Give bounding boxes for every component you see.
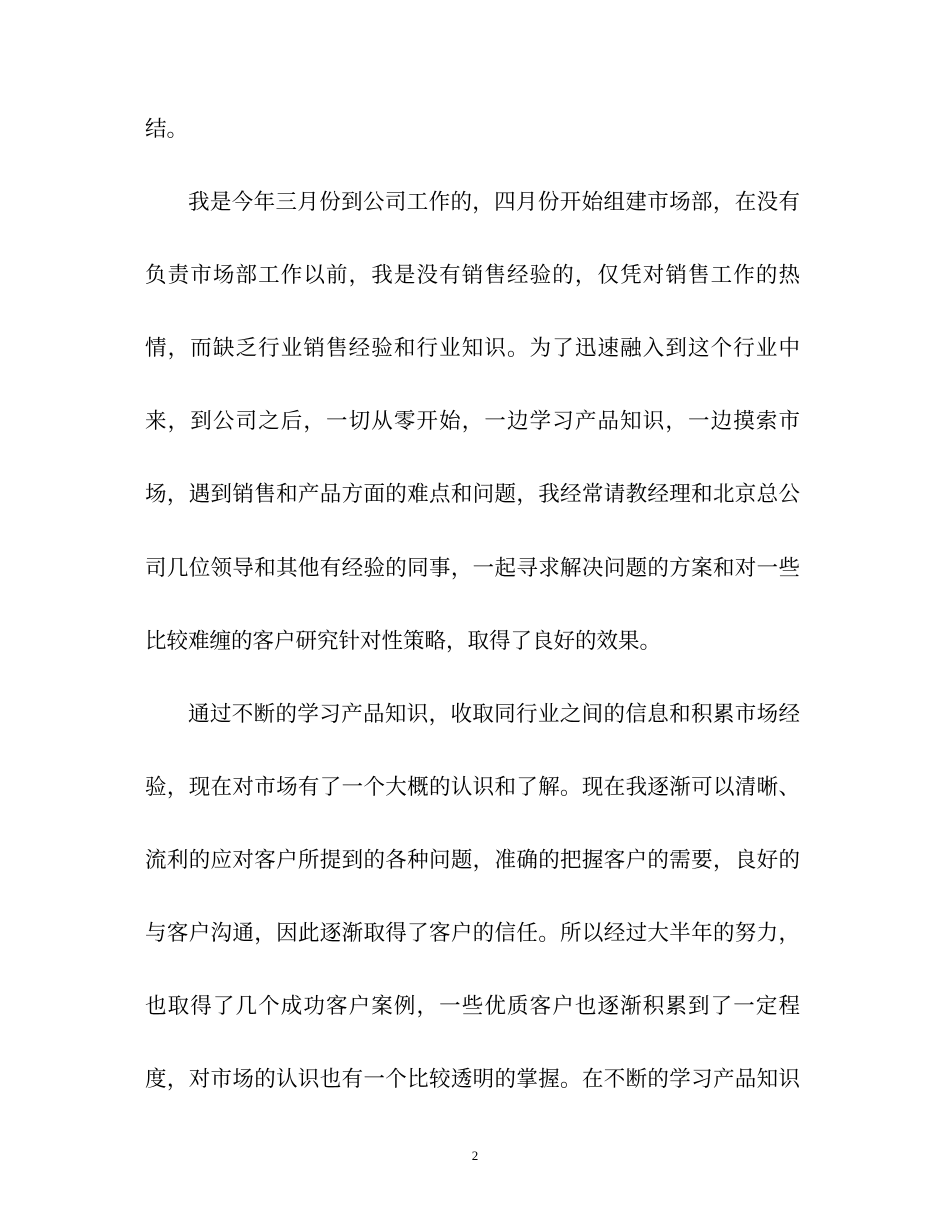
text-line: 结。 bbox=[145, 117, 189, 142]
paragraph-first-line: 通过不断的学习产品知识，收取同行业之间的信息和积累市场经 bbox=[188, 701, 800, 727]
text-line: 比较难缠的客户研究针对性策略，取得了良好的效果。 bbox=[145, 628, 662, 654]
text-line: 场，遇到销售和产品方面的难点和问题，我经常请教经理和北京总公 bbox=[145, 482, 800, 508]
text-line: 流利的应对客户所提到的各种问题，准确的把握客户的需要，良好的 bbox=[145, 847, 800, 873]
text-line: 情，而缺乏行业销售经验和行业知识。为了迅速融入到这个行业中 bbox=[145, 336, 800, 362]
text-line: 也取得了几个成功客户案例，一些优质客户也逐渐积累到了一定程 bbox=[145, 994, 800, 1020]
text-line: 与客户沟通，因此逐渐取得了客户的信任。所以经过大半年的努力， bbox=[145, 921, 800, 947]
paragraph-first-line: 我是今年三月份到公司工作的，四月份开始组建市场部，在没有 bbox=[188, 190, 800, 216]
text-line: 验，现在对市场有了一个大概的认识和了解。现在我逐渐可以清晰、 bbox=[145, 774, 800, 800]
text-line: 来，到公司之后，一切从零开始，一边学习产品知识，一边摸索市 bbox=[145, 409, 800, 435]
text-line: 度，对市场的认识也有一个比较透明的掌握。在不断的学习产品知识 bbox=[145, 1067, 800, 1093]
body-text bbox=[145, 118, 800, 1141]
page-number: 2 bbox=[471, 1148, 479, 1163]
text-line: 负责市场部工作以前，我是没有销售经验的，仅凭对销售工作的热 bbox=[145, 263, 800, 289]
text-line: 司几位领导和其他有经验的同事，一起寻求解决问题的方案和对一些 bbox=[145, 555, 800, 581]
